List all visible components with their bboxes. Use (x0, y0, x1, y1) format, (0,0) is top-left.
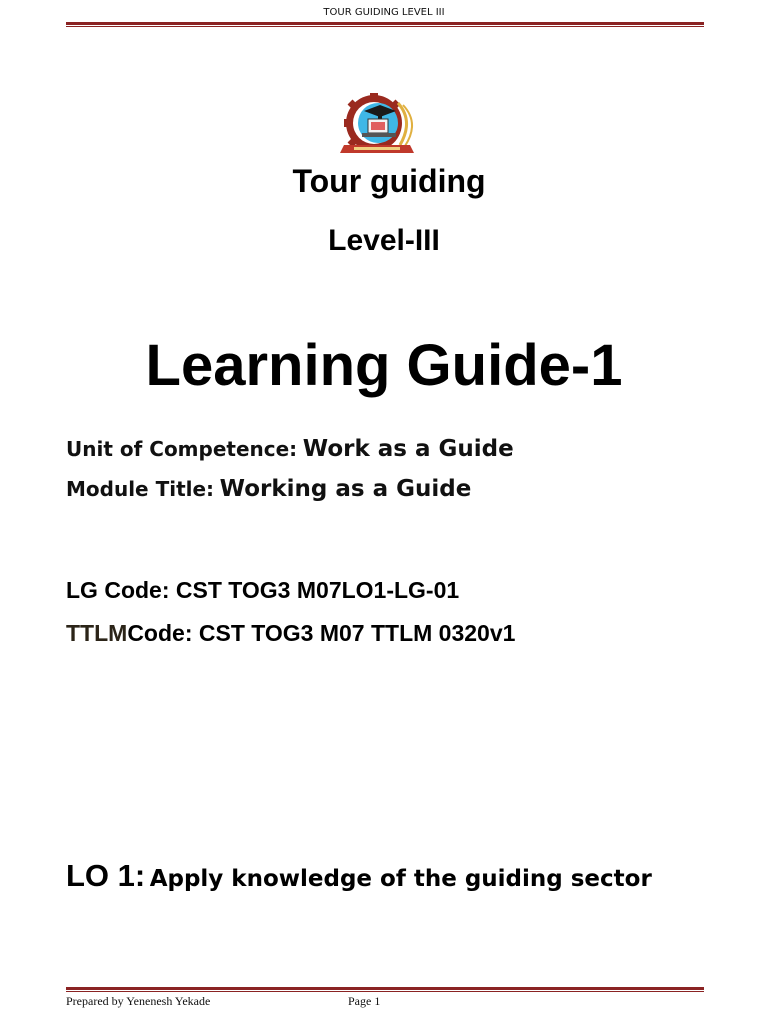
footer-rule (66, 987, 704, 992)
ttlm-code (66, 620, 515, 647)
unit-label: Unit of Competence: (66, 437, 298, 461)
lg-code: LG Code: CST TOG3 M07LO1-LG-01 (66, 577, 460, 603)
unit-value: Work as a Guide (302, 436, 514, 462)
ttlm-label: TTLM (66, 620, 128, 646)
learning-guide-title: Learning Guide-1 (145, 333, 623, 398)
header-rule (66, 22, 704, 27)
college-emblem-icon (340, 93, 432, 157)
module-label: Module Title: (66, 477, 215, 501)
course-title: Tour guiding (292, 163, 486, 199)
ttlm-value: Code: CST TOG3 M07 TTLM 0320v1 (127, 620, 516, 646)
course-level: Level-III (328, 224, 440, 257)
page-header: TOUR GUIDING LEVEL III (323, 7, 445, 18)
unit-of-competence (66, 436, 514, 462)
lo-text: Apply knowledge of the guiding sector (149, 866, 652, 892)
module-title (66, 476, 471, 502)
prepared-by: Prepared by Yenenesh Yekade (66, 994, 211, 1008)
page-number: Page 1 (348, 994, 381, 1008)
learning-outcome (66, 858, 652, 894)
lo-number: LO 1: (66, 858, 146, 893)
module-value: Working as a Guide (219, 476, 472, 502)
